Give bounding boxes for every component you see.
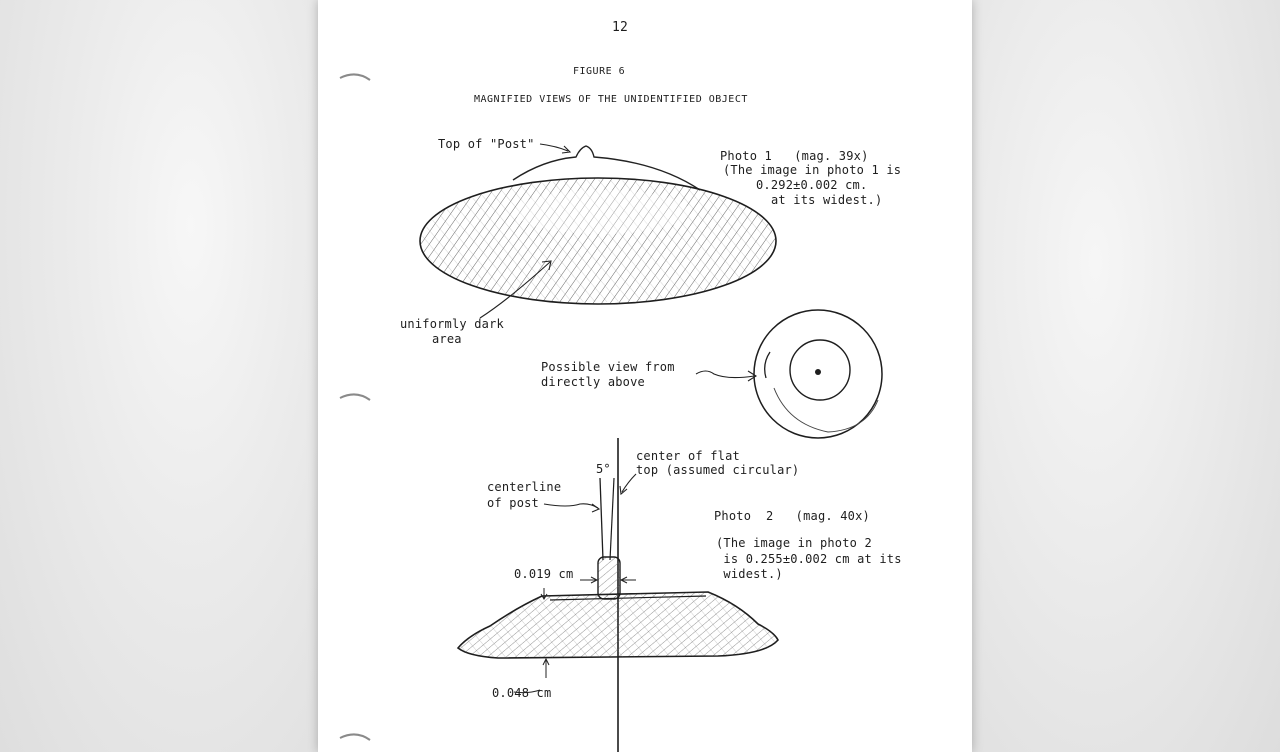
center-dot [815,369,821,375]
above-view-pointer-arrow [696,371,754,378]
photo1-note-line3: at its widest.) [771,193,883,207]
post-label: Top of "Post" [438,137,535,151]
binder-hole-bottom [340,734,370,740]
page-number: 12 [612,20,629,35]
photo2-note-line1: (The image in photo 2 [716,536,872,550]
above-view-label-line1: Possible view from [541,360,675,374]
figure-drawing [318,0,972,752]
dark-area-label-line2: area [432,332,462,346]
photo1-heading: Photo 1 (mag. 39x) [720,149,869,163]
post-width-dimension: 0.019 cm [514,567,574,581]
photo2-note-line2: is 0.255±0.002 cm at its [716,552,902,566]
blurred-background-right [972,0,1280,752]
dark-area-label-line1: uniformly dark [400,317,504,331]
angle-label: 5° [596,462,611,476]
center-flat-top-line2: top (assumed circular) [636,463,800,477]
post-centerline [600,478,603,560]
photo1-note-line1: (The image in photo 1 is [723,163,902,177]
base-height-dimension: 0.048 cm [492,686,552,700]
photo2-heading: Photo 2 (mag. 40x) [714,509,870,523]
photo2-note-line3: widest.) [716,567,783,581]
binder-hole-middle [340,394,370,400]
post [598,557,620,599]
photo1-note-line2: 0.292±0.002 cm. [756,178,868,192]
above-view-label-line2: directly above [541,375,645,389]
centerline-label-line1: centerline [487,480,562,494]
post-pointer-arrow [540,144,568,151]
figure-label: FIGURE 6 [573,66,626,77]
figure-title: MAGNIFIED VIEWS OF THE UNIDENTIFIED OBJECT [474,94,748,105]
document-page [318,0,972,752]
center-flat-top-line1: center of flat [636,449,740,463]
binder-hole-top [340,74,370,80]
above-view-sketch [696,310,882,438]
blurred-background-left [0,0,318,752]
centerline-label-line2: of post [487,496,539,510]
